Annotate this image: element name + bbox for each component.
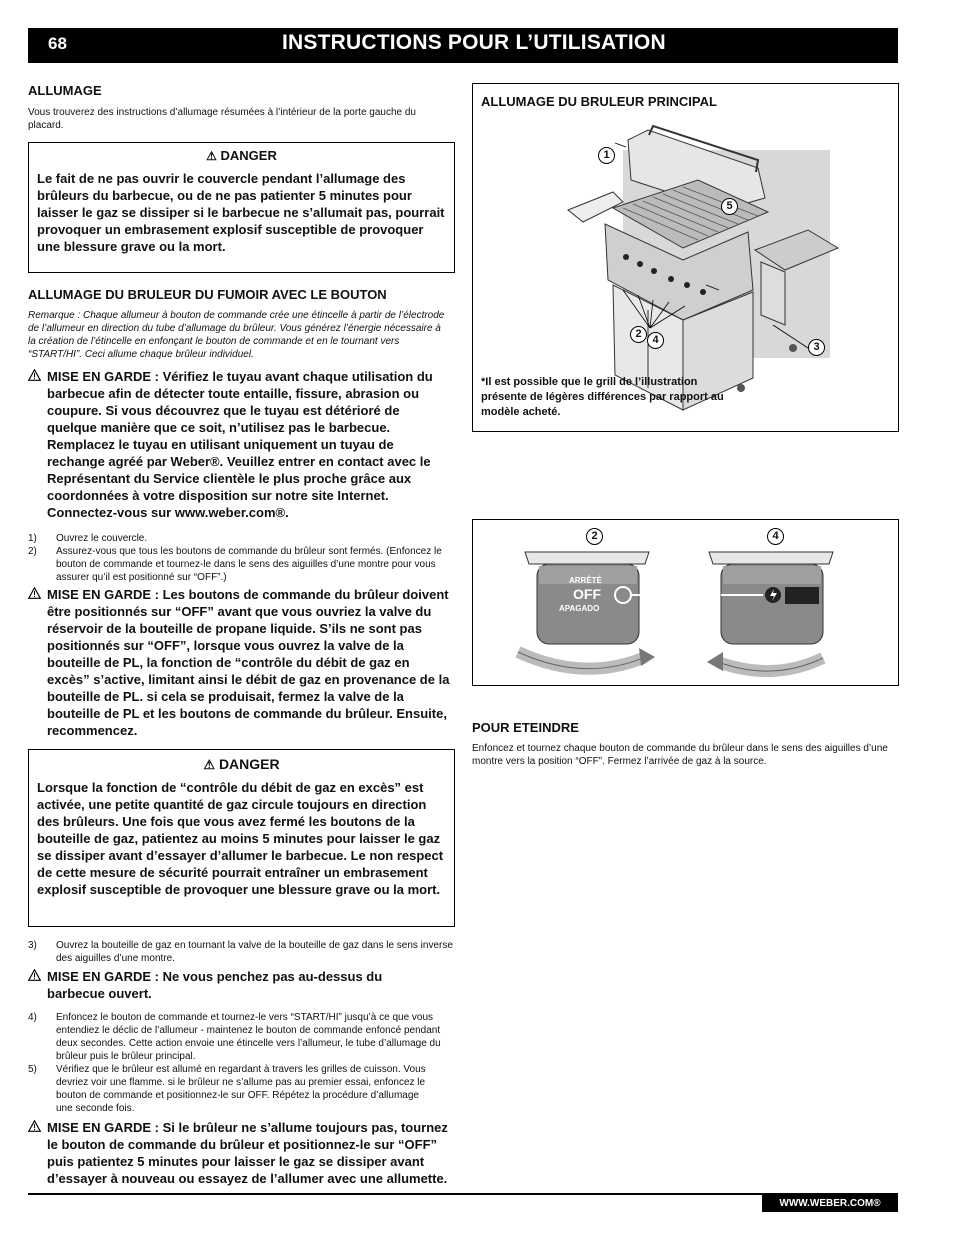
- figure-title: ALLUMAGE DU BRULEUR PRINCIPAL: [481, 94, 717, 109]
- danger-title-2: ⚠ DANGER: [203, 756, 280, 772]
- footer-url: WWW.WEBER.COM®: [762, 1195, 898, 1212]
- step-4: 4) Enfoncez le bouton de commande et tournez-le vers “START/HI” jusqu’à ce que vous entendiez le déclic de l’allumeur - maintenez le bouton de commande enfoncé pendant deux secondes. Cette action envoie une étincelle vers l’allumeur, le tube d’allumage du brûleur puis le brûleur principal.: [28, 1012, 441, 1062]
- knob-label-apagado: APAGADO: [559, 604, 600, 613]
- warning-1: MISE EN GARDE : Vérifiez le tuyau avant chaque utilisation du barbecue afin de détecter toute entaille, fissure, abrasion ou coupure. Si vous découvrez que le tuyau est détérioré de quelque manière que ce soit, n’utilisez pas le barbecue. Remplacez le tuyau en utilisant uniquement un tuyau de rechange agréé par Weber®. Veuillez entrer en contact avec le Représentant du Service clientèle le plus proche grâce aux coordonnées à votre disposition sur notre site Internet. Connectez-vous sur www.weber.com®.: [28, 368, 452, 521]
- knob-callout-number: 2: [586, 528, 603, 545]
- step-3: 3) Ouvrez la bouteille de gaz en tournant la valve de la bouteille de gaz dans le sens inverse des aiguilles d’une montre.: [28, 940, 453, 964]
- danger-body-1: Le fait de ne pas ouvrir le couvercle pendant l’allumage des brûleurs du barbecue, ou de ne pas patienter 5 minutes pour laisser le gaz se dissiper si le barbecue ne s’allumait pas, pourrait provoquer un embrasement explosif susceptible de provoquer une blessure grave ou la mort.: [37, 171, 445, 254]
- eteindre-heading: POUR ETEINDRE: [472, 720, 579, 735]
- warning-2: MISE EN GARDE : Les boutons de commande du brûleur doivent être positionnés sur “OFF” avant que vous ouvriez la valve du réservoir de la bouteille de propane liquide. S’ils ne sont pas positionnés sur “OFF”, lorsque vous ouvrez la valve de la bouteille de PL, la fonction de “contrôle du débit de gaz en excès” s’active, limitant ainsi le débit de gaz en provenance de la bouteille de PL. si cela se produisait, fermez la valve de la bouteille de PL et les boutons de commande du brûleur. Ensuite, recommencez.: [28, 586, 455, 739]
- remarque-text: Remarque : Chaque allumeur à bouton de commande crée une étincelle à partir de l’électrode de l’allumeur en direction du tube d’allumage du brûleur. Vous générez l’énergie nécessaire à la création de l’étincelle en enfonçant le bouton de commande et en le tournant vers “START/HI”. Ceci allume chaque brûleur individuel.: [28, 310, 445, 360]
- page-number: 68: [48, 34, 67, 53]
- step-2: 2) Assurez-vous que tous les boutons de commande du brûleur sont fermés. (Enfoncez le bouton de commande et tournez-le dans le sens des aiguilles d’une montre pour vous assurer qu’il est positionné sur “OFF”.): [28, 546, 442, 583]
- danger-box-1: [28, 142, 455, 273]
- warning-triangle-icon: [28, 587, 41, 599]
- knob-illustration: [473, 520, 900, 687]
- eteindre-text: Enfoncez et tournez chaque bouton de commande du brûleur dans le sens des aiguilles d’une montre vers la position “OFF”. Fermez l’arrivée de gaz à la source.: [472, 743, 888, 767]
- knob-label-off: OFF: [573, 586, 601, 602]
- callout-number: 2: [630, 326, 647, 343]
- danger-box-2: [28, 749, 455, 927]
- warning-3: MISE EN GARDE : Ne vous penchez pas au-dessus du barbecue ouvert.: [28, 968, 437, 1002]
- page-header: [28, 28, 898, 63]
- warning-icon: ⚠: [206, 149, 217, 163]
- knob-figure-box: [472, 519, 899, 686]
- warning-triangle-icon: [28, 369, 41, 381]
- step-1: 1) Ouvrez le couvercle.: [28, 533, 148, 544]
- fumoir-heading: ALLUMAGE DU BRULEUR DU FUMOIR AVEC LE BOUTON: [28, 287, 387, 302]
- left-column: [28, 82, 456, 1187]
- knob-label-arrete: ARRÊTÉ: [569, 576, 602, 585]
- warning-4: MISE EN GARDE : Si le brûleur ne s’allume toujours pas, tournez le bouton de commande du brûleur et positionnez-le sur “OFF” puis patientez 5 minutes pour laisser le gaz se dissiper avant d’essayer à nouveau ou essayez de l’allumer avec une allumette.: [28, 1119, 451, 1187]
- callout-number: 3: [808, 339, 825, 356]
- callout-number: 4: [647, 332, 664, 349]
- page-title: INSTRUCTIONS POUR L’UTILISATION: [282, 31, 666, 54]
- danger-body-2: Lorsque la fonction de “contrôle du débit de gaz en excès” est activée, une petite quantité de gaz circule toujours en direction des brûleurs. Une fois que vous avez fermé les boutons de la bouteille de gaz, patientez au moins 5 minutes pour laisser le gaz se dissiper avant d’essayer d’allumer le barbecue. Le non respect de cette mesure de sécurité pourrait entraîner un embrasement explosif susceptible de provoquer une blessure grave ou la mort.: [37, 780, 444, 897]
- danger-title-1: ⚠ DANGER: [206, 148, 277, 163]
- callout-number: 1: [598, 147, 615, 164]
- warning-triangle-icon: [28, 1120, 41, 1132]
- knob-callout-number: 4: [767, 528, 784, 545]
- warning-triangle-icon: [28, 969, 41, 981]
- figure-note: *Il est possible que le grill de l’illustration présente de légères différences par rapport au modèle acheté.: [481, 376, 724, 418]
- right-column: [472, 82, 900, 768]
- allumage-heading: ALLUMAGE: [28, 83, 102, 98]
- callout-number: 5: [721, 198, 738, 215]
- warning-icon: ⚠: [203, 757, 216, 772]
- grill-figure-box: [472, 83, 899, 432]
- allumage-text: Vous trouverez des instructions d’allumage résumées à l’intérieur de la porte gauche du placard.: [28, 107, 416, 131]
- step-5: 5) Vérifiez que le brûleur est allumé en regardant à travers les grilles de cuisson. Vous devriez voir une flamme. si le brûleur ne s’allume pas au premier essai, enfoncez le bouton de commande et positionnez-le sur OFF. Répétez la procédure d’allumage une seconde fois.: [28, 1064, 426, 1114]
